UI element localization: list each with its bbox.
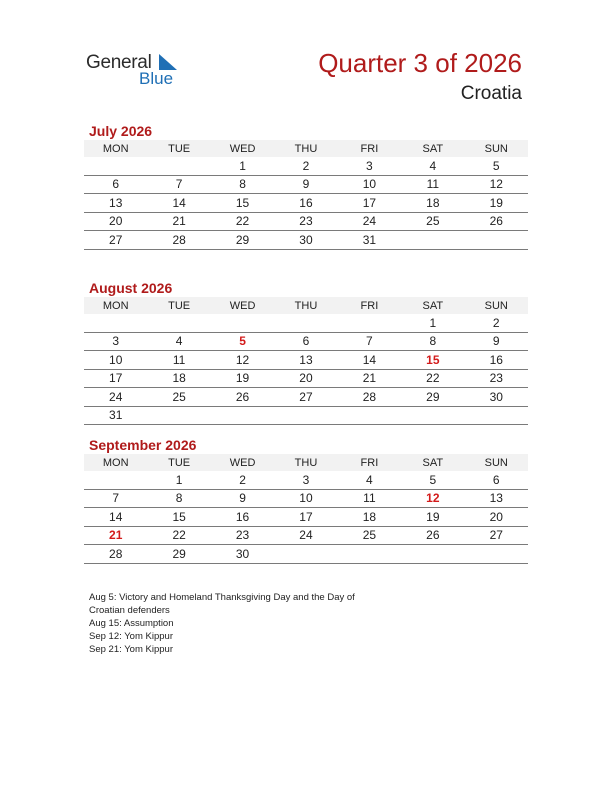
day-cell: 13 bbox=[274, 351, 337, 370]
day-cell bbox=[338, 406, 401, 425]
day-cell: 27 bbox=[274, 388, 337, 407]
holiday-day-cell: 12 bbox=[401, 489, 464, 508]
month-block-september bbox=[84, 436, 528, 564]
day-cell: 2 bbox=[465, 314, 528, 332]
day-cell: 3 bbox=[338, 157, 401, 175]
day-cell bbox=[465, 231, 528, 250]
week-row bbox=[84, 369, 528, 388]
day-cell: 2 bbox=[274, 157, 337, 175]
logo bbox=[86, 52, 196, 92]
month-block-august bbox=[84, 279, 528, 425]
day-cell: 7 bbox=[338, 332, 401, 351]
day-cell: 29 bbox=[401, 388, 464, 407]
day-cell: 29 bbox=[211, 231, 274, 250]
day-cell: 6 bbox=[274, 332, 337, 351]
month-title: September 2026 bbox=[89, 437, 197, 453]
weekday-header: WED bbox=[211, 297, 274, 314]
page-title: Quarter 3 of 2026 bbox=[318, 48, 522, 78]
day-cell: 19 bbox=[211, 369, 274, 388]
day-cell: 1 bbox=[401, 314, 464, 332]
day-cell: 23 bbox=[211, 526, 274, 545]
day-cell: 31 bbox=[84, 406, 147, 425]
day-cell bbox=[338, 545, 401, 564]
day-cell: 9 bbox=[274, 175, 337, 194]
day-cell bbox=[274, 314, 337, 332]
day-cell: 26 bbox=[211, 388, 274, 407]
day-cell bbox=[465, 545, 528, 564]
day-cell: 13 bbox=[84, 194, 147, 213]
holiday-note: Sep 21: Yom Kippur bbox=[89, 644, 173, 655]
day-cell: 19 bbox=[465, 194, 528, 213]
day-cell: 21 bbox=[147, 212, 210, 231]
weekday-header: TUE bbox=[147, 297, 210, 314]
weekday-header: SUN bbox=[465, 140, 528, 157]
day-cell: 18 bbox=[338, 508, 401, 527]
day-cell: 12 bbox=[211, 351, 274, 370]
day-cell: 19 bbox=[401, 508, 464, 527]
day-cell: 17 bbox=[338, 194, 401, 213]
day-cell: 4 bbox=[147, 332, 210, 351]
day-cell: 17 bbox=[84, 369, 147, 388]
day-cell: 12 bbox=[465, 175, 528, 194]
day-cell: 15 bbox=[147, 508, 210, 527]
day-cell: 26 bbox=[465, 212, 528, 231]
holiday-note: Aug 15: Assumption bbox=[89, 618, 174, 629]
logo-triangle-icon bbox=[159, 54, 177, 70]
week-row bbox=[84, 526, 528, 545]
day-cell: 4 bbox=[338, 471, 401, 489]
weekday-header: FRI bbox=[338, 454, 401, 471]
day-cell bbox=[147, 406, 210, 425]
day-cell: 10 bbox=[338, 175, 401, 194]
day-cell: 4 bbox=[401, 157, 464, 175]
day-cell: 11 bbox=[147, 351, 210, 370]
week-row bbox=[84, 388, 528, 407]
day-cell: 14 bbox=[338, 351, 401, 370]
day-cell bbox=[211, 406, 274, 425]
day-cell: 16 bbox=[211, 508, 274, 527]
week-row bbox=[84, 231, 528, 250]
day-cell: 1 bbox=[211, 157, 274, 175]
day-cell: 14 bbox=[147, 194, 210, 213]
week-row bbox=[84, 351, 528, 370]
holiday-day-cell: 5 bbox=[211, 332, 274, 351]
weekday-header: SUN bbox=[465, 454, 528, 471]
day-cell: 5 bbox=[401, 471, 464, 489]
day-cell: 27 bbox=[84, 231, 147, 250]
day-cell: 30 bbox=[465, 388, 528, 407]
day-cell: 30 bbox=[211, 545, 274, 564]
day-cell bbox=[147, 157, 210, 175]
day-cell: 1 bbox=[147, 471, 210, 489]
day-cell bbox=[338, 314, 401, 332]
day-cell: 25 bbox=[147, 388, 210, 407]
day-cell: 10 bbox=[84, 351, 147, 370]
week-row bbox=[84, 489, 528, 508]
month-title: July 2026 bbox=[89, 123, 153, 139]
day-cell: 25 bbox=[401, 212, 464, 231]
month-title: August 2026 bbox=[89, 280, 173, 296]
day-cell: 22 bbox=[211, 212, 274, 231]
day-cell: 27 bbox=[465, 526, 528, 545]
day-cell: 28 bbox=[147, 231, 210, 250]
week-row bbox=[84, 157, 528, 175]
day-cell: 7 bbox=[147, 175, 210, 194]
day-cell: 6 bbox=[465, 471, 528, 489]
weekday-header: MON bbox=[84, 454, 147, 471]
day-cell: 16 bbox=[465, 351, 528, 370]
logo-blue-text: Blue bbox=[139, 69, 174, 88]
weekday-header: SAT bbox=[401, 454, 464, 471]
weekday-header: THU bbox=[274, 140, 337, 157]
calendar-table bbox=[84, 140, 528, 250]
day-cell: 9 bbox=[465, 332, 528, 351]
weekday-header: FRI bbox=[338, 297, 401, 314]
week-row bbox=[84, 545, 528, 564]
week-row bbox=[84, 471, 528, 489]
day-cell: 31 bbox=[338, 231, 401, 250]
weekday-header: WED bbox=[211, 140, 274, 157]
day-cell bbox=[84, 471, 147, 489]
day-cell: 7 bbox=[84, 489, 147, 508]
month-block-july bbox=[84, 122, 528, 250]
day-cell: 29 bbox=[147, 545, 210, 564]
week-row bbox=[84, 332, 528, 351]
day-cell: 15 bbox=[211, 194, 274, 213]
day-cell: 28 bbox=[84, 545, 147, 564]
day-cell: 20 bbox=[274, 369, 337, 388]
day-cell: 3 bbox=[274, 471, 337, 489]
day-cell bbox=[401, 406, 464, 425]
holiday-notes bbox=[89, 591, 389, 656]
day-cell: 8 bbox=[401, 332, 464, 351]
day-cell: 28 bbox=[338, 388, 401, 407]
day-cell: 30 bbox=[274, 231, 337, 250]
calendar-table bbox=[84, 297, 528, 425]
day-cell: 8 bbox=[211, 175, 274, 194]
day-cell: 23 bbox=[274, 212, 337, 231]
day-cell: 11 bbox=[338, 489, 401, 508]
day-cell bbox=[465, 406, 528, 425]
day-cell: 24 bbox=[84, 388, 147, 407]
day-cell: 20 bbox=[84, 212, 147, 231]
week-row bbox=[84, 508, 528, 527]
day-cell: 20 bbox=[465, 508, 528, 527]
day-cell bbox=[401, 231, 464, 250]
week-row bbox=[84, 212, 528, 231]
day-cell: 22 bbox=[147, 526, 210, 545]
day-cell: 9 bbox=[211, 489, 274, 508]
day-cell bbox=[84, 157, 147, 175]
day-cell: 21 bbox=[338, 369, 401, 388]
day-cell: 18 bbox=[401, 194, 464, 213]
day-cell: 22 bbox=[401, 369, 464, 388]
day-cell: 26 bbox=[401, 526, 464, 545]
day-cell bbox=[274, 545, 337, 564]
weekday-header: FRI bbox=[338, 140, 401, 157]
week-row bbox=[84, 175, 528, 194]
day-cell: 3 bbox=[84, 332, 147, 351]
day-cell: 23 bbox=[465, 369, 528, 388]
day-cell: 16 bbox=[274, 194, 337, 213]
day-cell: 24 bbox=[274, 526, 337, 545]
day-cell bbox=[274, 406, 337, 425]
weekday-header-row bbox=[84, 140, 528, 157]
week-row bbox=[84, 406, 528, 425]
weekday-header: THU bbox=[274, 454, 337, 471]
holiday-day-cell: 21 bbox=[84, 526, 147, 545]
weekday-header-row bbox=[84, 297, 528, 314]
week-row bbox=[84, 314, 528, 332]
day-cell bbox=[211, 314, 274, 332]
weekday-header: WED bbox=[211, 454, 274, 471]
day-cell: 25 bbox=[338, 526, 401, 545]
day-cell: 11 bbox=[401, 175, 464, 194]
holiday-note: Sep 12: Yom Kippur bbox=[89, 631, 173, 642]
weekday-header: SUN bbox=[465, 297, 528, 314]
country-name: Croatia bbox=[460, 83, 522, 104]
weekday-header-row bbox=[84, 454, 528, 471]
holiday-note: Aug 5: Victory and Homeland Thanksgiving Day and the Day of Croatian defenders bbox=[89, 592, 355, 616]
weekday-header: MON bbox=[84, 297, 147, 314]
weekday-header: SAT bbox=[401, 297, 464, 314]
day-cell: 18 bbox=[147, 369, 210, 388]
weekday-header: TUE bbox=[147, 140, 210, 157]
weekday-header: MON bbox=[84, 140, 147, 157]
weekday-header: SAT bbox=[401, 140, 464, 157]
day-cell: 13 bbox=[465, 489, 528, 508]
day-cell: 8 bbox=[147, 489, 210, 508]
day-cell: 24 bbox=[338, 212, 401, 231]
day-cell bbox=[84, 314, 147, 332]
day-cell: 6 bbox=[84, 175, 147, 194]
weekday-header: THU bbox=[274, 297, 337, 314]
week-row bbox=[84, 194, 528, 213]
holiday-day-cell: 15 bbox=[401, 351, 464, 370]
day-cell: 14 bbox=[84, 508, 147, 527]
day-cell bbox=[147, 314, 210, 332]
day-cell bbox=[401, 545, 464, 564]
day-cell: 17 bbox=[274, 508, 337, 527]
day-cell: 2 bbox=[211, 471, 274, 489]
logo-general-text: General bbox=[86, 52, 152, 73]
day-cell: 5 bbox=[465, 157, 528, 175]
weekday-header: TUE bbox=[147, 454, 210, 471]
calendar-table bbox=[84, 454, 528, 564]
day-cell: 10 bbox=[274, 489, 337, 508]
